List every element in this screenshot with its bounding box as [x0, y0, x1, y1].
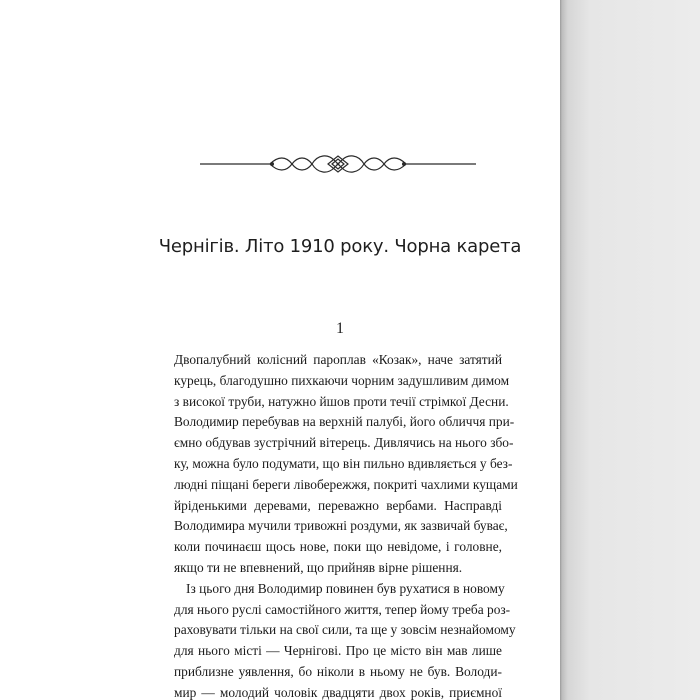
section-number: 1	[336, 320, 344, 337]
paragraph-1	[174, 350, 518, 579]
text-line: Володимир перебував на верхній палубі, його обличчя при-	[174, 414, 515, 430]
chapter-body-text	[174, 350, 518, 700]
text-line: йріденькими деревами, переважно вербами. Насправді	[174, 497, 502, 513]
book-gutter-shadow	[560, 0, 700, 700]
text-line: коли починаєш щось нове, поки що невідоме, і головне,	[174, 539, 502, 555]
text-line: ємно обдував зустрічний вітерець. Дивлячись на нього збо-	[174, 435, 514, 451]
chapter-title: Чернігів. Літо 1910 року. Чорна карета	[158, 236, 522, 257]
text-line: приблизне уявлення, бо ніколи в ньому не був. Володи-	[174, 663, 502, 679]
scroll-divider-ornament-icon	[200, 150, 476, 180]
text-line: ку, можна було подумати, що він пильно вдивляється у без-	[174, 455, 513, 471]
text-line: для нього місті — Чернігові. Про це місто він мав лише	[174, 643, 502, 659]
text-line: курець, благодушно пихкаючи чорним задушливим димом	[174, 372, 510, 388]
text-line: Із цього дня Володимир повинен був рухатися в новому	[186, 580, 505, 596]
paragraph-2	[174, 579, 516, 700]
text-line: Володимира мучили тривожні роздуми, як зазвичай буває,	[174, 518, 508, 534]
text-line: людні піщані береги лівобережжя, покриті чахлими кущами	[174, 476, 518, 492]
text-line: з високої труби, натужно йшов проти течії стрімкої Десни.	[174, 393, 509, 409]
text-line: Двопалубний колісний пароплав «Козак», наче затятий	[174, 352, 502, 367]
text-line: мир — молодий чоловік двадцяти двох років, приємної	[174, 684, 502, 700]
text-line: раховувати тільки на свої сили, та ще у зовсім незнайомому	[174, 622, 516, 638]
text-line: якщо ти не впевнений, що прийняв вірне рішення.	[174, 559, 463, 575]
text-line: для нього руслі самостійного життя, тепер йому треба роз-	[174, 601, 511, 617]
